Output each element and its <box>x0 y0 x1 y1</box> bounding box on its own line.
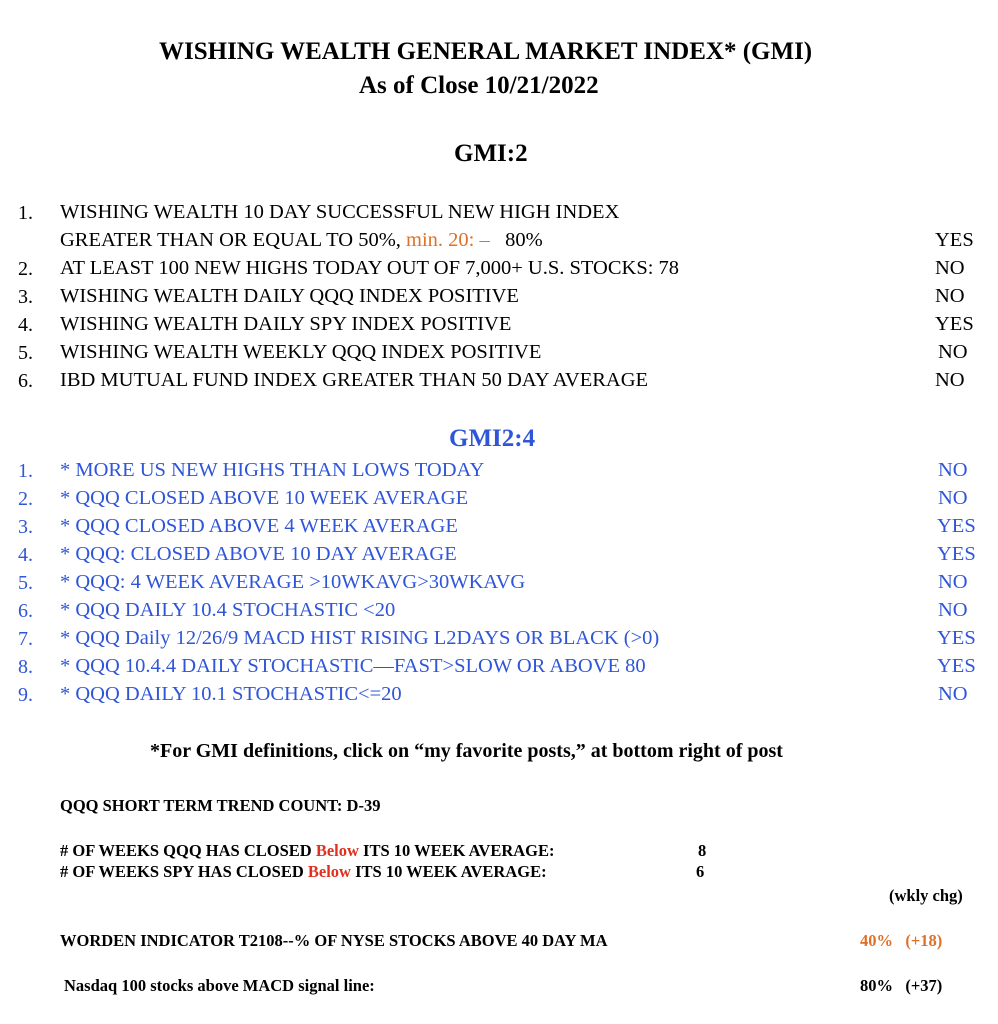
gmi2-item-answer: YES <box>937 543 976 565</box>
nasdaq-change: (+37) <box>905 976 943 995</box>
below-label: Below <box>315 841 359 860</box>
gmi-item-number: 3. <box>18 286 33 308</box>
weeks-spy-value: 6 <box>696 862 705 881</box>
gmi-item-label-cont <box>60 229 543 252</box>
gmi-item-label: WISHING WEALTH DAILY QQQ INDEX POSITIVE <box>60 285 519 307</box>
gmi2-item-answer: NO <box>938 459 968 481</box>
gmi-item-answer: NO <box>938 341 968 363</box>
gmi-score: GMI:2 <box>454 140 528 167</box>
gmi2-item-label: * QQQ: CLOSED ABOVE 10 DAY AVERAGE <box>60 543 457 565</box>
gmi2-item-answer: YES <box>937 515 976 537</box>
gmi-item-number: 2. <box>18 258 33 280</box>
gmi2-item-number: 3. <box>18 516 33 538</box>
gmi2-item-number: 7. <box>18 628 33 650</box>
gmi2-item-label: * QQQ DAILY 10.1 STOCHASTIC<=20 <box>60 683 402 705</box>
gmi2-item-answer: NO <box>938 599 968 621</box>
gmi-item-label: AT LEAST 100 NEW HIGHS TODAY OUT OF 7,000+ U.S. STOCKS: 78 <box>60 257 680 279</box>
weeks-qqq-label: # OF WEEKS QQQ HAS CLOSED <box>60 841 312 860</box>
weeks-qqq-value: 8 <box>698 841 707 860</box>
gmi-item-label: WISHING WEALTH 10 DAY SUCCESSFUL NEW HIGH INDEX <box>60 201 620 223</box>
page-title: WISHING WEALTH GENERAL MARKET INDEX* (GMI) <box>159 38 813 65</box>
gmi2-item-number: 5. <box>18 572 33 594</box>
gmi2-item-number: 6. <box>18 600 33 622</box>
gmi2-item-answer: YES <box>937 627 976 649</box>
worden-label: WORDEN INDICATOR T2108--% OF NYSE STOCKS ABOVE 40 DAY MA <box>60 931 608 950</box>
gmi-item-number: 5. <box>18 342 33 364</box>
gmi2-item-label: * QQQ CLOSED ABOVE 4 WEEK AVERAGE <box>60 515 458 537</box>
worden-percent: 40% <box>860 931 893 950</box>
weeks-qqq-row <box>60 841 555 861</box>
gmi2-item-answer: NO <box>938 683 968 705</box>
gmi-item-label: WISHING WEALTH WEEKLY QQQ INDEX POSITIVE <box>60 341 542 363</box>
gmi2-item-answer: NO <box>938 487 968 509</box>
gmi-item-answer: NO <box>935 257 965 279</box>
gmi-item-answer: YES <box>935 229 974 251</box>
gmi-item-answer: NO <box>935 369 965 391</box>
trend-count: QQQ SHORT TERM TREND COUNT: D-39 <box>60 796 381 815</box>
gmi2-score: GMI2:4 <box>449 425 536 452</box>
gmi2-item-label: * MORE US NEW HIGHS THAN LOWS TODAY <box>60 459 485 481</box>
gmi-item-text: GREATER THAN OR EQUAL TO 50%, <box>60 229 401 251</box>
gmi-item-answer: NO <box>935 285 965 307</box>
gmi2-item-label: * QQQ DAILY 10.4 STOCHASTIC <20 <box>60 599 396 621</box>
gmi2-item-label: * QQQ CLOSED ABOVE 10 WEEK AVERAGE <box>60 487 469 509</box>
gmi-item-number: 4. <box>18 314 33 336</box>
weeks-spy-row <box>60 862 547 882</box>
gmi-item-number: 1. <box>18 202 33 224</box>
gmi2-item-answer: YES <box>937 655 976 677</box>
gmi2-item-number: 2. <box>18 488 33 510</box>
gmi-item-label: IBD MUTUAL FUND INDEX GREATER THAN 50 DAY AVERAGE <box>60 369 649 391</box>
weeks-qqq-label-end: ITS 10 WEEK AVERAGE: <box>363 841 555 860</box>
nasdaq-macd-label: Nasdaq 100 stocks above MACD signal line: <box>64 976 375 995</box>
gmi-item-min-note: min. 20: – <box>406 229 490 251</box>
nasdaq-macd-value <box>860 976 942 996</box>
worden-value <box>860 931 942 951</box>
gmi2-item-label: * QQQ: 4 WEEK AVERAGE >10WKAVG>30WKAVG <box>60 571 526 593</box>
nasdaq-percent: 80% <box>860 976 893 995</box>
gmi-item-label: WISHING WEALTH DAILY SPY INDEX POSITIVE <box>60 313 512 335</box>
definitions-footnote: *For GMI definitions, click on “my favorite posts,” at bottom right of post <box>150 740 783 762</box>
worden-change: (+18) <box>905 931 943 950</box>
gmi-item-answer: YES <box>935 313 974 335</box>
gmi2-item-number: 1. <box>18 460 33 482</box>
page-subtitle: As of Close 10/21/2022 <box>359 72 599 99</box>
gmi2-item-label: * QQQ 10.4.4 DAILY STOCHASTIC—FAST>SLOW OR ABOVE 80 <box>60 655 646 677</box>
gmi-item-value: 80% <box>505 229 543 251</box>
gmi2-item-number: 8. <box>18 656 33 678</box>
gmi2-item-number: 9. <box>18 684 33 706</box>
gmi2-item-number: 4. <box>18 544 33 566</box>
weeks-spy-label: # OF WEEKS SPY HAS CLOSED <box>60 862 304 881</box>
gmi-item-number: 6. <box>18 370 33 392</box>
gmi2-item-answer: NO <box>938 571 968 593</box>
weekly-change-header: (wkly chg) <box>889 886 963 905</box>
below-label: Below <box>307 862 351 881</box>
weeks-spy-label-end: ITS 10 WEEK AVERAGE: <box>355 862 547 881</box>
gmi2-item-label: * QQQ Daily 12/26/9 MACD HIST RISING L2DAYS OR BLACK (>0) <box>60 627 660 649</box>
